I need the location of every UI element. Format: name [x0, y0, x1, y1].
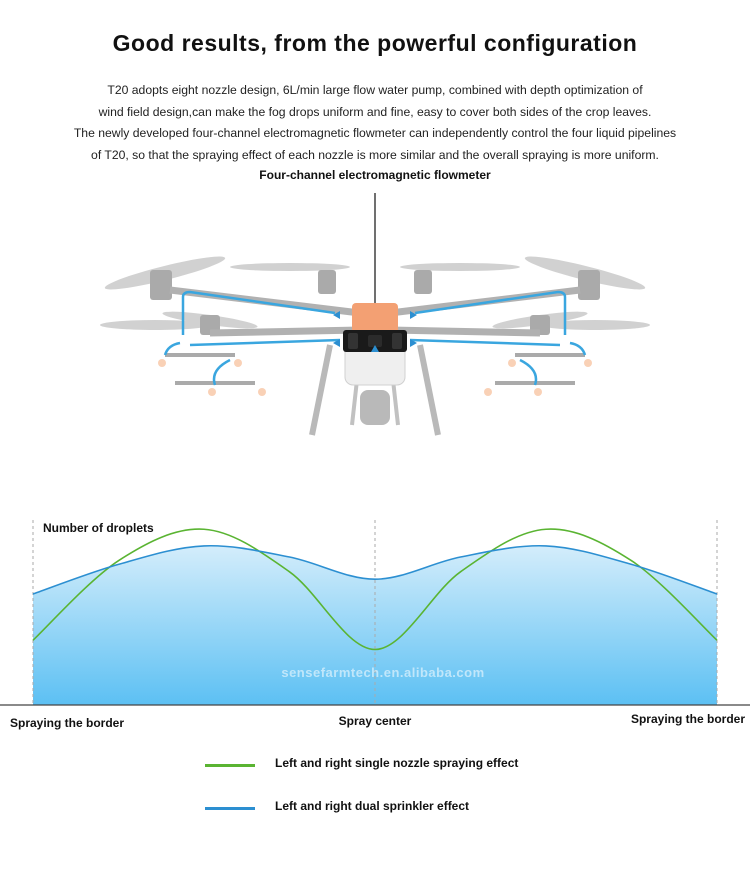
x-label-spray-center: Spray center	[338, 714, 412, 728]
y-axis-label: Number of droplets	[43, 521, 154, 535]
flowmeter-callout-label: Four-channel electromagnetic flowmeter	[259, 168, 491, 182]
description-line: T20 adopts eight nozzle design, 6L/min large flow water pump, combined with depth optimization of	[107, 83, 643, 97]
description-line: The newly developed four-channel electromagnetic flowmeter can independently control the four liquid pipelines	[73, 126, 677, 140]
droplet-distribution-chart	[0, 505, 750, 715]
description-line: of T20, so that the spraying effect of each nozzle is more similar and the overall spraying is more uniform.	[91, 147, 659, 162]
description-line: wind field design,can make the fog drops uniform and fine, easy to cover both sides of the crop leaves.	[98, 104, 652, 119]
x-label-right-border: Spraying the border	[630, 712, 745, 726]
legend-swatch-dual	[205, 807, 255, 810]
legend-label-single: Left and right single nozzle spraying effect	[275, 756, 519, 770]
legend-label-dual: Left and right dual sprinkler effect	[275, 799, 470, 813]
legend-swatch-single	[205, 764, 255, 767]
drone-illustration	[0, 185, 750, 450]
watermark: sensefarmtech.en.alibaba.com	[281, 665, 485, 680]
x-label-left-border: Spraying the border	[10, 716, 125, 730]
description	[0, 80, 750, 166]
page-title: Good results, from the powerful configuration	[112, 30, 638, 56]
